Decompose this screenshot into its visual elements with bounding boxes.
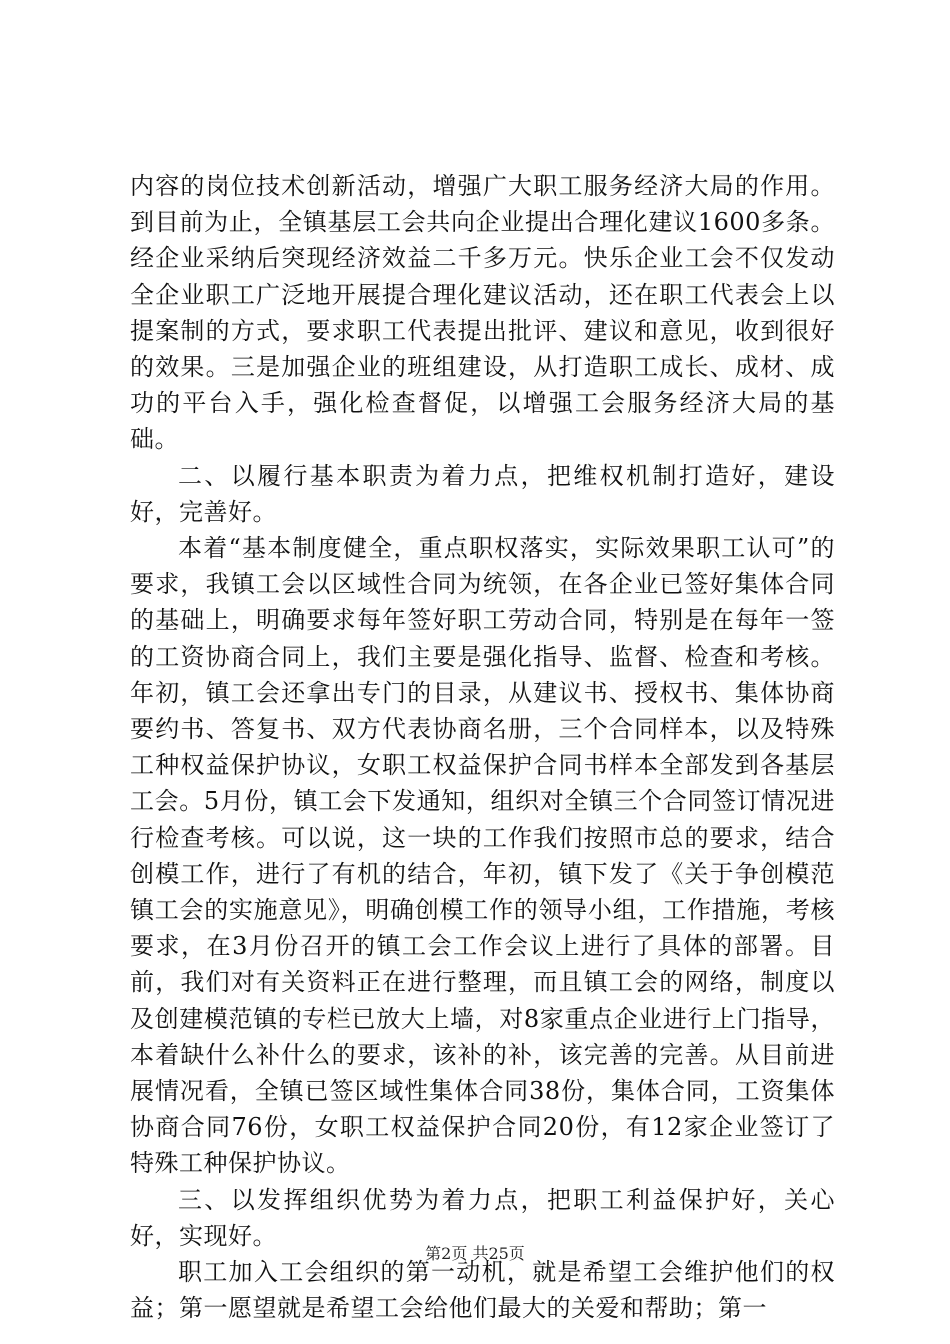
paragraph-contracts: 本着“基本制度健全，重点职权落实，实际效果职工认可”的要求，我镇工会以区域性合同为统领，在各企业已签好集体合同的基础上，明确要求每年签好职工劳动合同，特别是在每年一签的工资协商合同上，我们主要是强化指导、监督、检查和考核。年初，镇工会还拿出专门的目录，从建议书、授权书、集体协商要约书、答复书、双方代表协商名册，三个合同样本，以及特殊工种权益保护协议，女职工权益保护合同书样本全部发到各基层工会。5月份，镇工会下发通知，组织对全镇三个合同签订情况进行检查考核。可以说，这一块的工作我们按照市总的要求，结合创模工作，进行了有机的结合，年初，镇下发了《关于争创模范镇工会的实施意见》，明确创模工作的领导小组，工作措施，考核要求，在3月份召开的镇工会工作会议上进行了具体的部署。目前，我们对有关资料正在进行整理，而且镇工会的网络，制度以及创建模范镇的专栏已放大上墙，对8家重点企业进行上门指导，本着缺什么补什么的要求，该补的补，该完善的完善。从目前进展情况看，全镇已签区域性集体合同38份，集体合同，工资集体协商合同76份，女职工权益保护合同20份，有12家企业签订了特殊工种保护协议。 (130, 534, 835, 1178)
heading-section-three: 三、以发挥组织优势为着力点，把职工利益保护好，关心好，实现好。 (130, 1185, 835, 1250)
heading-section-two: 二、以履行基本职责为着力点，把维权机制打造好，建设好，完善好。 (130, 461, 835, 526)
page-number-footer: 第2页 共25页 (425, 1244, 525, 1263)
paragraph-worker-interests: 职工加入工会组织的第一动机，就是希望工会维护他们的权益；第一愿望就是希望工会给他们最大的关爱和帮助；第一 (130, 1258, 835, 1323)
paragraph-continued-innovation: 内容的岗位技术创新活动，增强广大职工服务经济大局的作用。到目前为止，全镇基层工会共向企业提出合理化建议1600多条。经企业采纳后突现经济效益二千多万元。快乐企业工会不仅发动全企业职工广泛地开展提合理化建议活动，还在职工代表会上以提案制的方式，要求职工代表提出批评、建议和意见，收到很好的效果。三是加强企业的班组建设，从打造职工成长、成材、成功的平台入手，强化检查督促，以增强工会服务经济大局的基础。 (130, 172, 835, 454)
document-body (130, 168, 835, 1327)
